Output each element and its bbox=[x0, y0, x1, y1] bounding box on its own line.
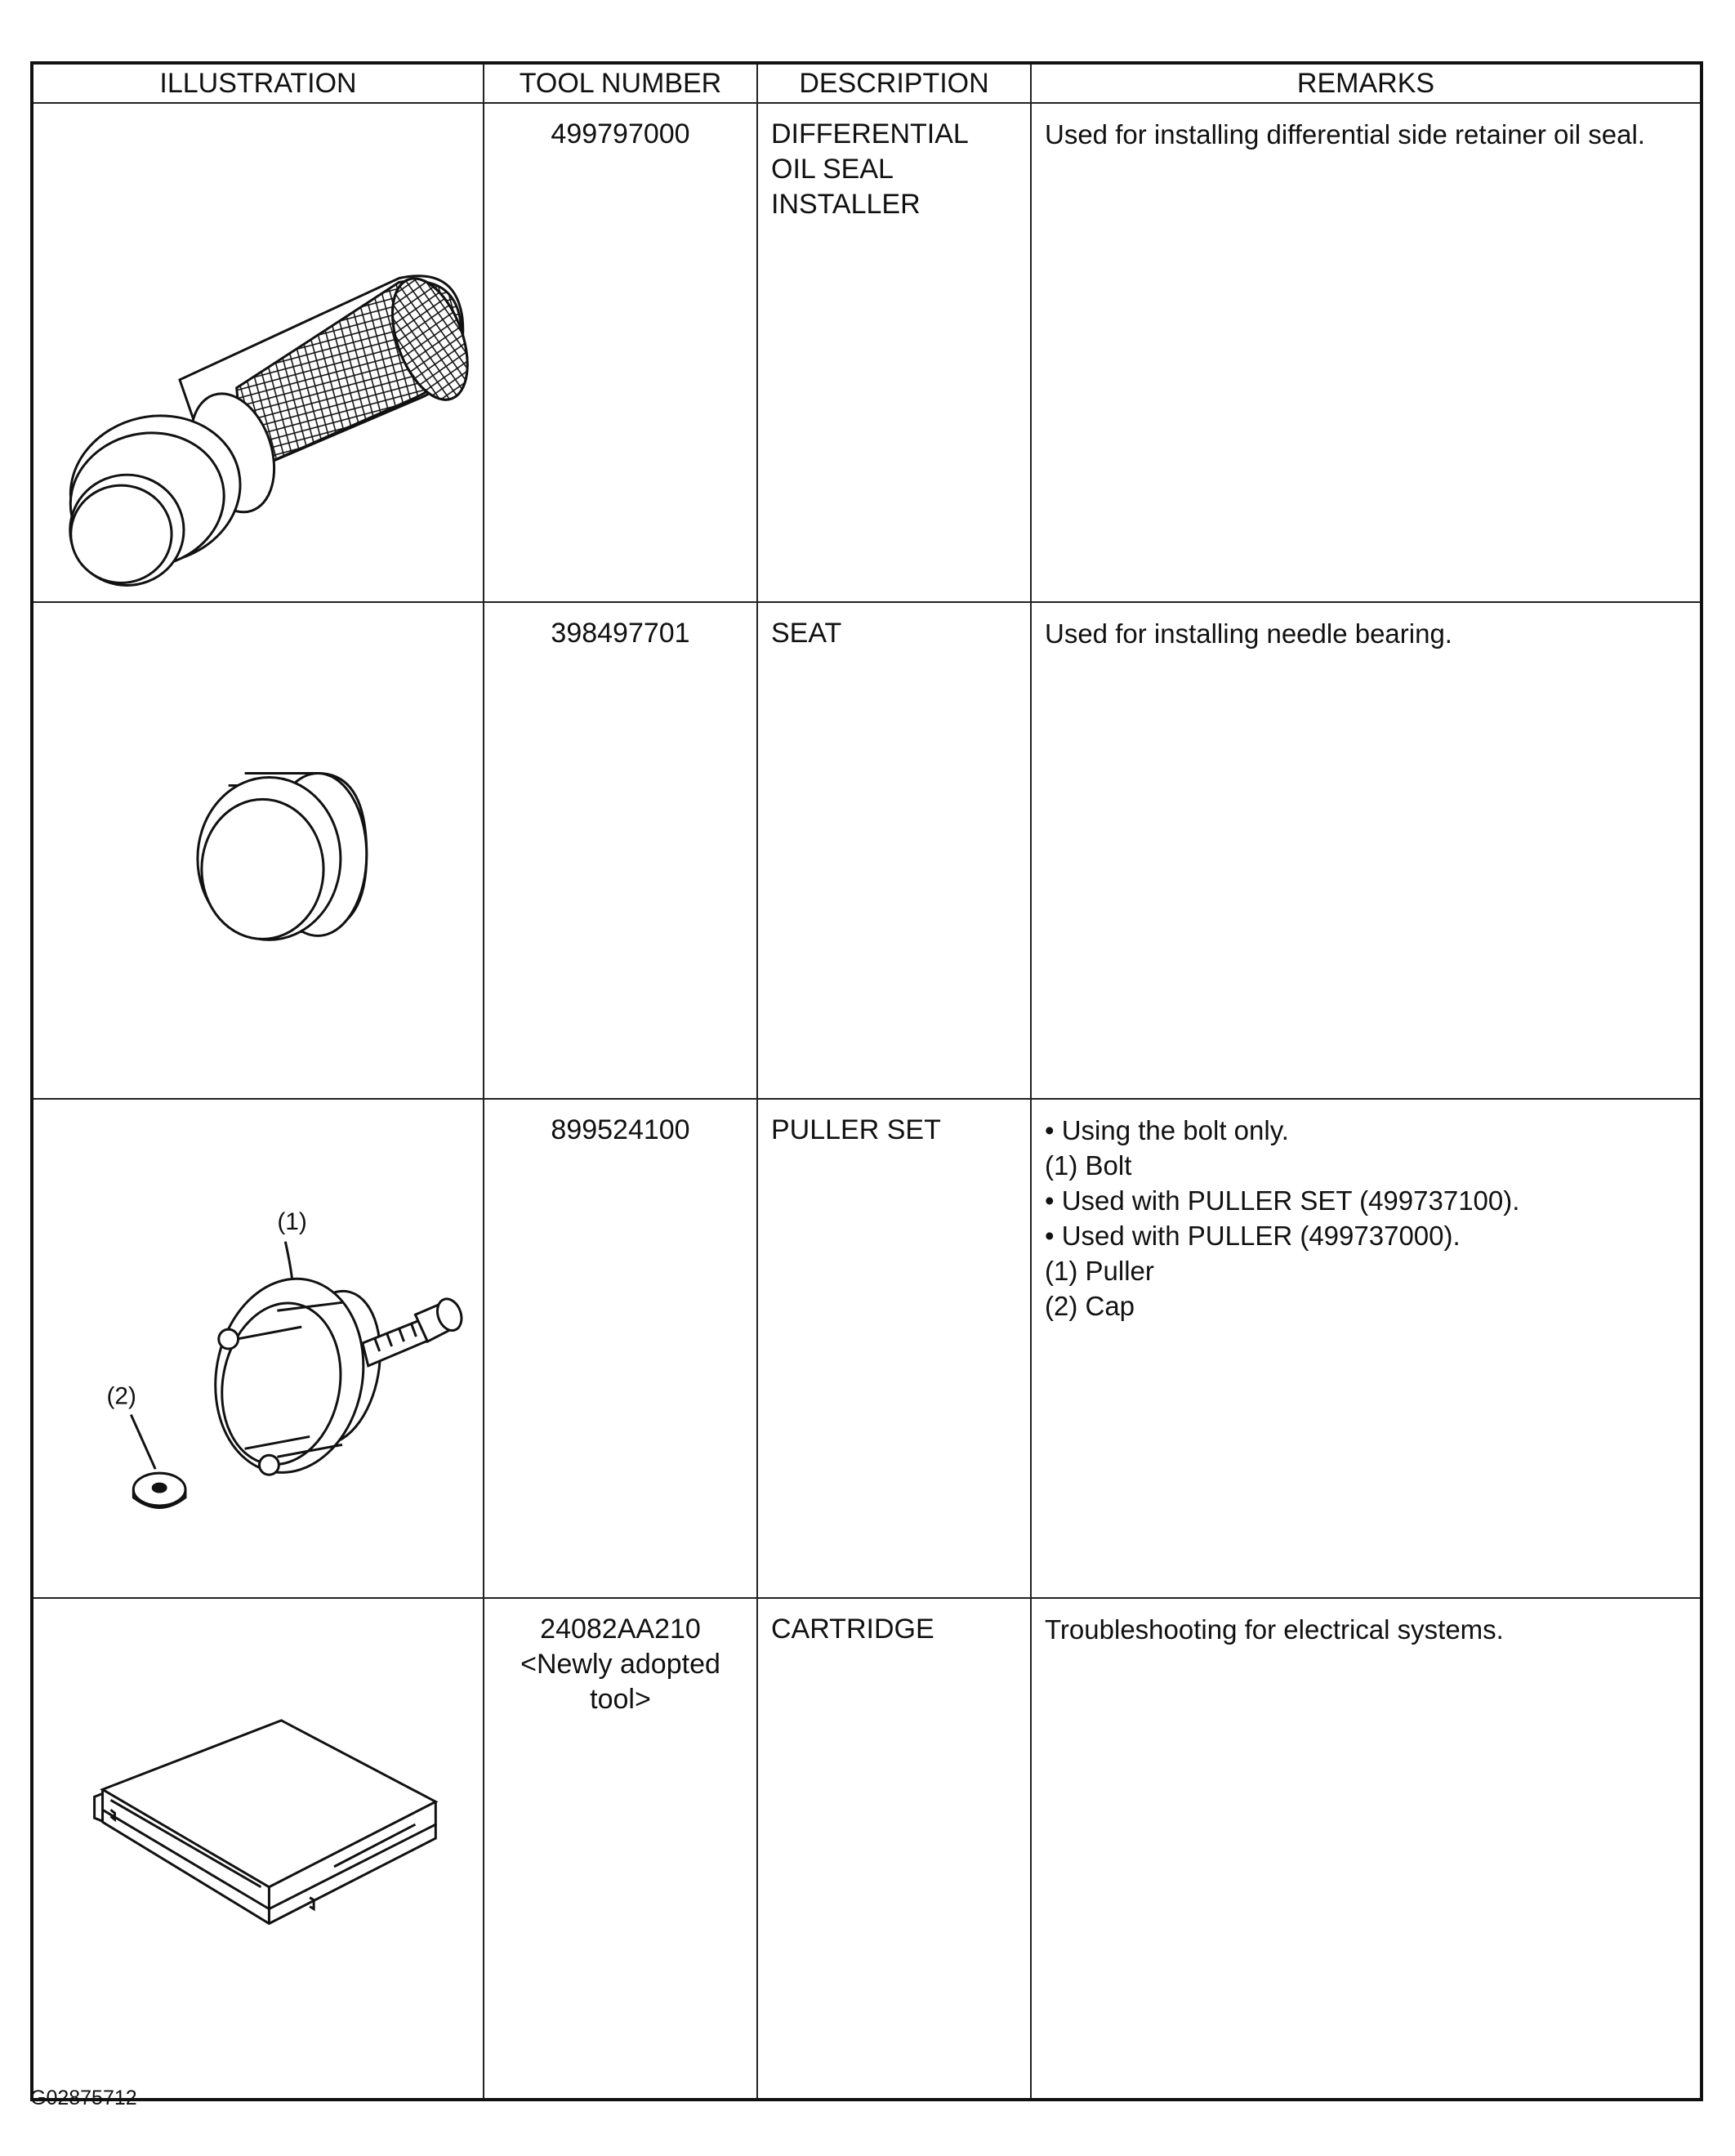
tool-number-cell bbox=[484, 1598, 757, 2100]
differential-oil-seal-installer-drawing bbox=[33, 104, 483, 601]
remark-line: • Used with PULLER SET (499737100). bbox=[1045, 1185, 1520, 1216]
table-row bbox=[32, 602, 1702, 1099]
description-line: OIL SEAL bbox=[771, 154, 894, 185]
remark-line: (2) Cap bbox=[1045, 1291, 1135, 1321]
tool-number-cell bbox=[484, 602, 757, 1099]
tool-number: 24082AA210 bbox=[540, 1614, 701, 1645]
cartridge-drawing bbox=[33, 1599, 483, 2098]
illustration-cell bbox=[32, 1598, 484, 2100]
tool-number-note: tool> bbox=[590, 1684, 651, 1715]
table-header-row bbox=[32, 63, 1702, 103]
tool-number-cell bbox=[484, 103, 757, 602]
remark-line: • Using the bolt only. bbox=[1045, 1115, 1289, 1145]
illustration-cell bbox=[32, 1099, 484, 1598]
table-row bbox=[32, 1099, 1702, 1598]
remark-line: (1) Bolt bbox=[1045, 1150, 1132, 1181]
remarks-cell bbox=[1031, 602, 1702, 1099]
remark-line: (1) Puller bbox=[1045, 1256, 1154, 1286]
illustration-cell bbox=[32, 602, 484, 1099]
seat-drawing bbox=[33, 603, 483, 1098]
tool-number: 899524100 bbox=[551, 1114, 690, 1145]
header-remarks: REMARKS bbox=[1031, 63, 1702, 103]
callout-2-label: (2) bbox=[106, 1382, 136, 1410]
description-line: INSTALLER bbox=[771, 189, 921, 220]
remark-line: Troubleshooting for electrical systems. bbox=[1045, 1614, 1504, 1645]
figure-code: G02875712 bbox=[30, 2087, 137, 2109]
description-line: PULLER SET bbox=[771, 1114, 941, 1145]
illustration-cell bbox=[32, 103, 484, 602]
remarks-cell bbox=[1031, 103, 1702, 602]
table-row bbox=[32, 103, 1702, 602]
header-description: DESCRIPTION bbox=[757, 63, 1031, 103]
description-line: DIFFERENTIAL bbox=[771, 118, 969, 150]
description-cell bbox=[757, 1099, 1031, 1598]
tool-number-note: <Newly adopted bbox=[520, 1649, 720, 1680]
header-illustration: ILLUSTRATION bbox=[32, 63, 484, 103]
tool-number: 398497701 bbox=[551, 618, 690, 649]
remarks-cell bbox=[1031, 1598, 1702, 2100]
remark-line: Used for installing differential side retainer oil seal. bbox=[1045, 119, 1645, 150]
remarks-cell bbox=[1031, 1099, 1702, 1598]
tool-number: 499797000 bbox=[551, 118, 690, 150]
tool-number-cell bbox=[484, 1099, 757, 1598]
description-cell bbox=[757, 103, 1031, 602]
puller-set-drawing bbox=[33, 1100, 483, 1597]
description-cell bbox=[757, 1598, 1031, 2100]
description-line: SEAT bbox=[771, 618, 842, 649]
remark-line: Used for installing needle bearing. bbox=[1045, 618, 1452, 649]
special-tools-table bbox=[30, 61, 1703, 2101]
table-row bbox=[32, 1598, 1702, 2100]
remark-line: • Used with PULLER (499737000). bbox=[1045, 1221, 1461, 1251]
header-tool-number: TOOL NUMBER bbox=[484, 63, 757, 103]
description-cell bbox=[757, 602, 1031, 1099]
description-line: CARTRIDGE bbox=[771, 1614, 934, 1645]
callout-1-label: (1) bbox=[277, 1207, 307, 1235]
